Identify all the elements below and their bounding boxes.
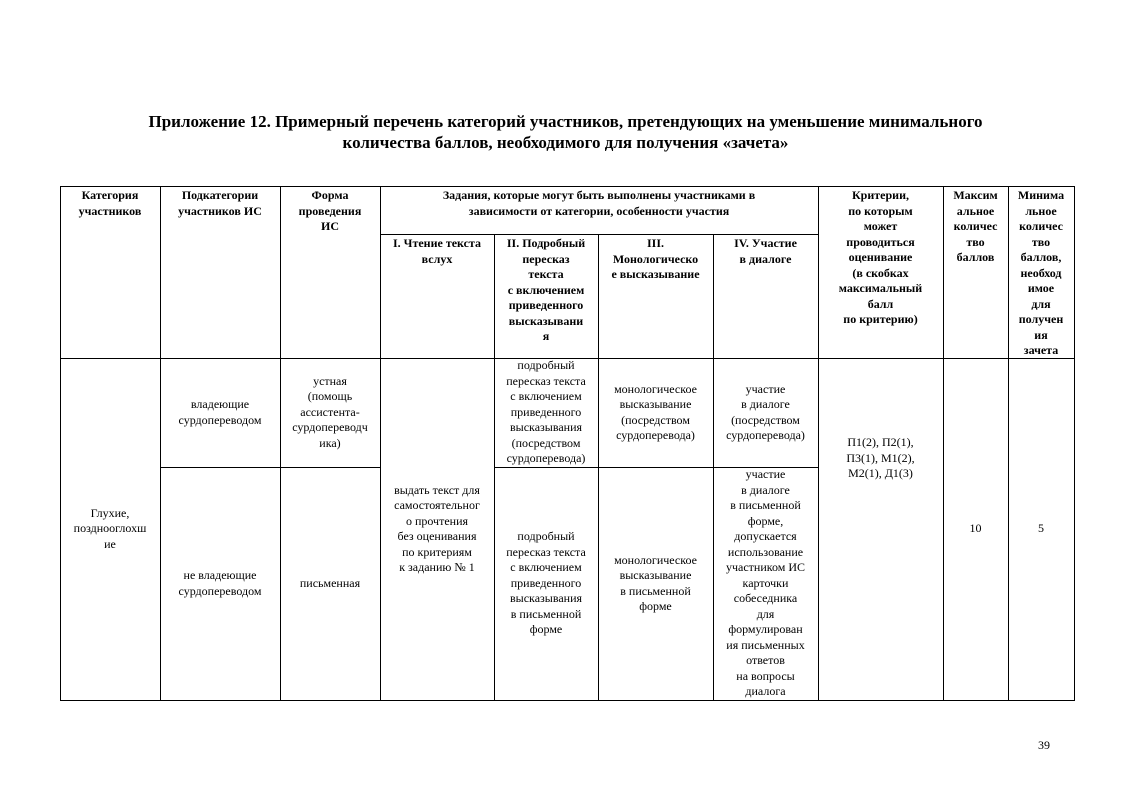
form-written: письменная — [299, 575, 361, 590]
header-subcategory: Подкатегории участников ИС — [178, 188, 262, 218]
subcategory-non-signing: не владеющие сурдопереводом — [178, 568, 262, 598]
header-tasks: Задания, которые могут быть выполнены участниками в зависимости от категории, особенности участия — [442, 188, 756, 218]
page-title — [40, 111, 1091, 153]
header-criteria: Критерии, по которым может проводиться оценивание (в скобках максимальный балл по критерию) — [838, 188, 923, 326]
header-task-2: II. Подробный пересказ текста с включением приведенного высказывани я — [506, 236, 586, 343]
criteria-cell: П1(2), П2(1), П3(1), М1(2), М2(1), Д1(3) — [846, 435, 915, 481]
task-3-written: монологическое высказывание в письменной форме — [614, 552, 697, 613]
header-max-score: Максим альное количес тво баллов — [953, 188, 998, 264]
task-2-signing: подробный пересказ текста с включением приведенного высказывания (посредством сурдоперевода) — [506, 358, 586, 466]
task-2-written: подробный пересказ текста с включением приведенного высказывания в письменной форме — [506, 529, 586, 637]
table-rule — [60, 700, 1075, 701]
form-oral: устная (помощь ассистента- сурдопереводч ика) — [292, 373, 368, 450]
task-4-written: участие в диалоге в письменной форме, допускается использование участником ИС карточки собеседника для формулирован ия письменных ответов на вопросы диалога — [725, 467, 806, 699]
participants-table — [60, 186, 1075, 701]
task-1-cell: выдать текст для самостоятельног о прочтения без оценивания по критериям к заданию № 1 — [394, 482, 480, 574]
header-min-score: Минима льное количес тво баллов, необход имое для получен ия зачета — [1017, 188, 1065, 357]
header-task-3: III. Монологическо е высказывание — [611, 236, 700, 281]
header-task-1: I. Чтение текста вслух — [392, 236, 482, 266]
task-3-signing: монологическое высказывание (посредством сурдоперевода) — [614, 381, 697, 442]
category-cell: Глухие, позднооглохш ие — [73, 505, 147, 551]
min-score-cell: 5 — [1038, 521, 1044, 536]
header-task-4: IV. Участие в диалоге — [734, 236, 797, 266]
max-score-cell: 10 — [969, 521, 982, 536]
header-category: Категория участников — [78, 188, 142, 218]
header-form: Форма проведения ИС — [298, 188, 362, 233]
title-line-2: количества баллов, необходимого для получения «зачета» — [342, 133, 789, 152]
table-rule — [1074, 186, 1075, 701]
subcategory-signing: владеющие сурдопереводом — [178, 397, 262, 427]
title-line-1: Приложение 12. Примерный перечень категорий участников, претендующих на уменьшение минимального — [148, 112, 983, 131]
task-4-signing: участие в диалоге (посредством сурдоперевода) — [726, 381, 805, 442]
page-number: 39 — [1038, 738, 1050, 752]
